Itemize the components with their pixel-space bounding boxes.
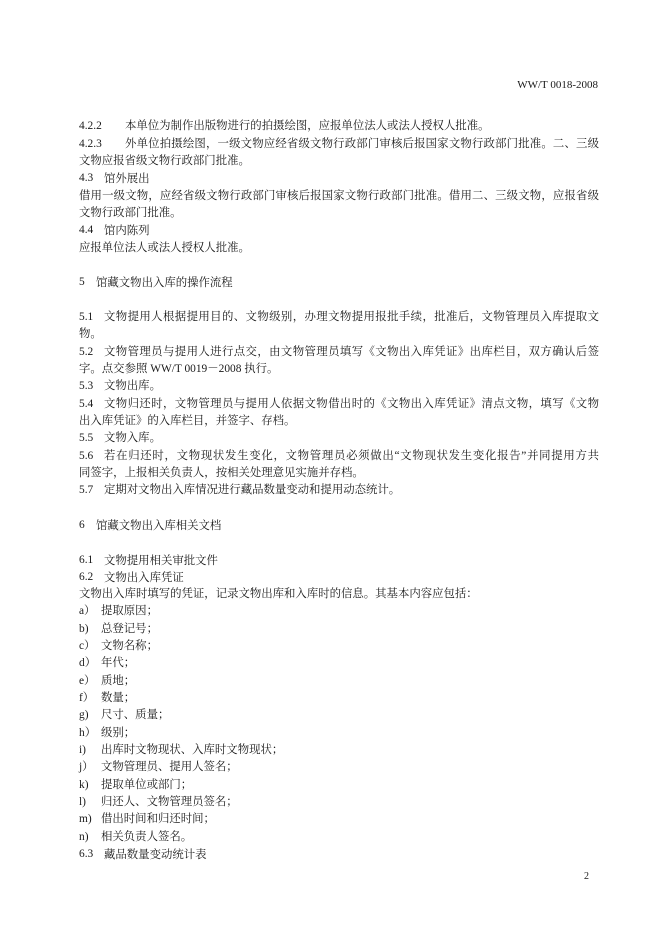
list-item-text: 级别；	[101, 726, 136, 739]
clause-4-3-body	[79, 188, 599, 205]
clause-4-2-3	[79, 136, 599, 153]
clause-number: 5.7	[79, 484, 94, 497]
clause-5-7	[79, 482, 599, 499]
list-item	[79, 673, 599, 690]
list-item	[79, 638, 599, 655]
list-item-label: a）	[79, 605, 96, 618]
clause-5-2	[79, 344, 599, 361]
chapter-title: 馆藏文物出入库相关文档	[96, 517, 222, 532]
list-item	[79, 603, 599, 620]
chapter-5-heading	[79, 274, 599, 291]
clause-number: 5.3	[79, 380, 94, 393]
list-item-label: c）	[79, 640, 96, 653]
clause-6-2	[79, 569, 599, 586]
list-item-text: 提取单位或部门；	[101, 778, 193, 791]
list-item	[79, 759, 599, 776]
clause-title: 馆内陈列	[104, 223, 150, 238]
clause-title: 藏品数量变动统计表	[104, 847, 207, 862]
clause-title: 文物出入库凭证	[104, 569, 184, 584]
list-item	[79, 829, 599, 846]
document-code: WW/T 0018-2008	[517, 79, 598, 91]
page-number: 2	[584, 871, 589, 882]
clause-number: 4.4	[79, 224, 94, 237]
clause-5-4	[79, 396, 599, 413]
list-item-label: m)	[79, 813, 92, 826]
clause-text: 文物出入库时填写的凭证，记录文物出库和入库时的信息。其基本内容应包括：	[79, 588, 478, 601]
list-item-text: 数量；	[101, 692, 136, 705]
chapter-number: 6	[79, 518, 85, 531]
list-item	[79, 777, 599, 794]
chapter-title: 馆藏文物出入库的操作流程	[96, 275, 233, 290]
list-item-label: i)	[79, 744, 86, 757]
list-item-text: 出库时文物现状、入库时文物现状；	[101, 744, 284, 757]
clause-5-5	[79, 430, 599, 447]
list-item-label: n)	[79, 830, 89, 843]
clause-text: 物。	[79, 328, 102, 341]
page-body	[79, 118, 599, 863]
clause-text: 应报单位法人或法人授权人批准。	[79, 241, 250, 254]
list-item	[79, 725, 599, 742]
list-item	[79, 690, 599, 707]
list-item-text: 文物名称；	[101, 640, 158, 653]
clause-6-2-intro	[79, 586, 599, 603]
list-item-text: 归还人、文物管理员签名；	[101, 796, 238, 809]
list-item	[79, 621, 599, 638]
clause-text: 文物应报省级文物行政部门批准。	[79, 154, 250, 167]
clause-title: 文物提用相关审批文件	[104, 552, 218, 567]
list-item-label: l)	[79, 796, 86, 809]
list-item-label: g)	[79, 709, 89, 722]
list-item	[79, 707, 599, 724]
list-item-label: j）	[79, 761, 94, 774]
list-item-label: e）	[79, 674, 96, 687]
list-item-text: 提取原因；	[101, 605, 158, 618]
clause-5-3	[79, 378, 599, 395]
list-item	[79, 811, 599, 828]
list-item-label: f）	[79, 692, 95, 705]
clause-text: 同签字，上报相关负责人，按相关处理意见实施并存档。	[79, 466, 364, 479]
clause-text: 本单位为制作出版物进行的拍摄绘图，应报单位法人或法人授权人批准。	[125, 120, 490, 133]
clause-text: 文物出库。	[104, 380, 161, 393]
clause-5-1-continued	[79, 326, 599, 343]
list-item-text: 文物管理员、提用人签名；	[101, 761, 238, 774]
clause-text: 借用一级文物，应经省级文物行政部门审核后报国家文物行政部门批准。借用二、三级文物，应报省级	[79, 189, 599, 202]
clause-text: 文物行政部门批准。	[79, 206, 182, 219]
list-item-label: b)	[79, 622, 89, 635]
clause-4-4-body	[79, 240, 599, 257]
list-item-text: 尺寸、质量；	[101, 709, 170, 722]
clause-text: 文物提用人根据提用目的、文物级别，办理文物提用报批手续，批准后，文物管理员入库提取文	[104, 310, 599, 323]
list-item-label: h）	[79, 726, 97, 739]
clause-text: 出入库凭证》的入库栏目，并签字、存档。	[79, 414, 296, 427]
clause-text: 外单位拍摄绘图，一级文物应经省级文物行政部门审核后报国家文物行政部门批准。二、三级	[125, 137, 599, 150]
clause-6-1	[79, 552, 599, 569]
clause-text: 文物入库。	[104, 432, 161, 445]
list-item-label: d）	[79, 657, 97, 670]
clause-number: 6.3	[79, 848, 94, 861]
clause-number: 5.1	[79, 310, 94, 323]
clause-number: 5.6	[79, 449, 94, 462]
clause-4-3-heading	[79, 170, 599, 187]
list-item-text: 借出时间和归还时间；	[101, 813, 215, 826]
clause-5-6	[79, 448, 599, 465]
list-item-text: 质地；	[101, 674, 136, 687]
clause-6-3	[79, 846, 599, 863]
clause-number: 4.3	[79, 172, 94, 185]
list-item-label: k)	[79, 778, 89, 791]
list-item-text: 总登记号；	[101, 622, 158, 635]
clause-4-3-body-continued	[79, 205, 599, 222]
clause-5-1	[79, 309, 599, 326]
chapter-6-heading	[79, 517, 599, 534]
clause-number: 5.4	[79, 397, 94, 410]
chapter-number: 5	[79, 276, 85, 289]
list-item-text: 相关负责人签名。	[101, 830, 193, 843]
clause-number: 5.2	[79, 345, 94, 358]
clause-4-2-2	[79, 118, 599, 135]
clause-title: 馆外展出	[104, 171, 150, 186]
clause-text: 字。点交参照 WW/T 0019－2008 执行。	[79, 362, 279, 375]
list-item-text: 年代；	[101, 657, 136, 670]
clause-4-2-3-continued	[79, 153, 599, 170]
clause-5-2-continued	[79, 361, 599, 378]
clause-text: 文物管理员与提用人进行点交，由文物管理员填写《文物出入库凭证》出库栏目，双方确认后签	[104, 345, 599, 358]
clause-number: 4.2.2	[79, 120, 102, 133]
clause-5-4-continued	[79, 413, 599, 430]
clause-5-6-continued	[79, 465, 599, 482]
clause-number: 6.2	[79, 570, 94, 583]
clause-text: 若在归还时，文物现状发生变化，文物管理员必须做出“文物现状发生变化报告”并同提用方共	[104, 449, 599, 462]
list-item	[79, 655, 599, 672]
clause-text: 文物归还时，文物管理员与提用人依据文物借出时的《文物出入库凭证》清点文物，填写《文物	[104, 397, 599, 410]
clause-number: 4.2.3	[79, 137, 102, 150]
list-item	[79, 794, 599, 811]
clause-text: 定期对文物出入库情况进行藏品数量变动和提用动态统计。	[104, 484, 401, 497]
clause-number: 5.5	[79, 432, 94, 445]
clause-4-4-heading	[79, 222, 599, 239]
list-item	[79, 742, 599, 759]
clause-number: 6.1	[79, 553, 94, 566]
